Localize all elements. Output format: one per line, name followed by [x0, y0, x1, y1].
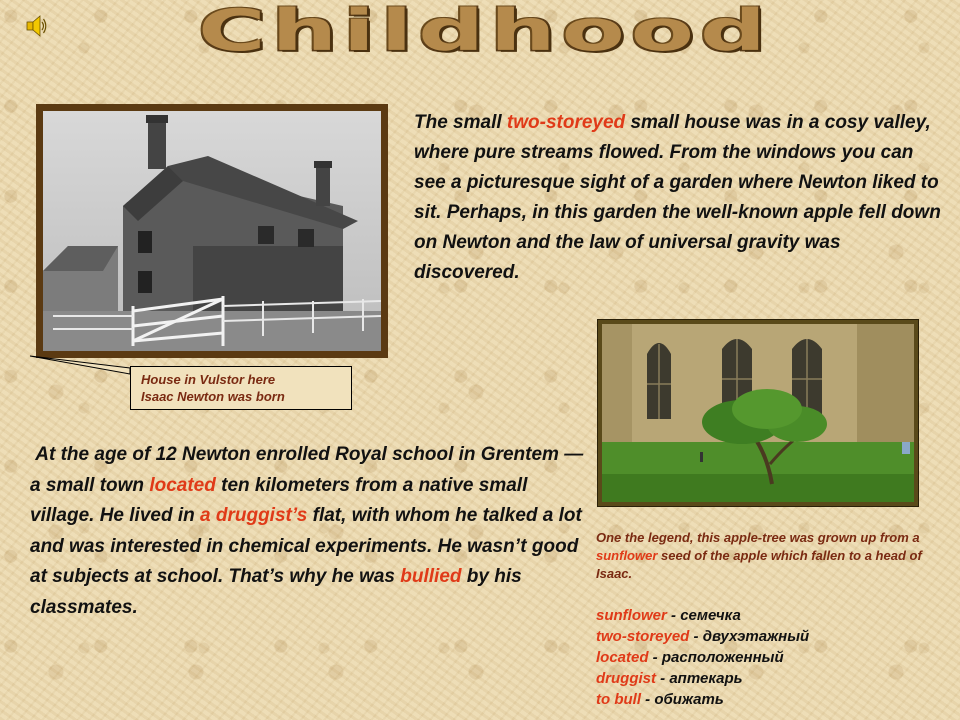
house-photo-caption [130, 366, 352, 410]
school-paragraph [30, 440, 585, 623]
vocab-separator: - [656, 670, 670, 687]
vocab-separator: - [648, 649, 662, 666]
vocab-russian: семечка [680, 607, 741, 624]
house-photo [43, 111, 381, 351]
speaker-icon[interactable] [26, 14, 48, 38]
vocab-english: two-storeyed [596, 628, 690, 645]
vocab-russian: расположенный [661, 649, 784, 666]
school-paragraph-part-2: ten kilometers from a native small village. He lived in [30, 474, 528, 526]
house-paragraph [414, 108, 944, 288]
vocab-english: located [596, 649, 649, 666]
apple-tree-photo-frame [597, 319, 919, 507]
house-paragraph-rest: small house was in a cosy valley, where pure streams flowed. From the windows you can see a picturesque sight of a garden where Newton liked to sit. Perhaps, in this garden the well-known apple fell down on Newton and the law of universal gravity was discovered. [414, 112, 941, 283]
vocabulary-item [596, 626, 951, 647]
vocab-english: sunflower [596, 607, 667, 624]
vocabulary-item [596, 647, 951, 668]
vocab-separator: - [641, 691, 655, 708]
school-paragraph-part-4: by his classmates. [30, 566, 522, 618]
highlight-located: located [149, 474, 216, 496]
vocabulary-item [596, 668, 951, 689]
highlight-bullied: bullied [400, 566, 462, 587]
vocabulary-item [596, 605, 951, 626]
caption-callout-pointer [30, 340, 140, 400]
tree-caption-rest: seed of the apple which fallen to a head of Isaac. [596, 548, 922, 581]
vocab-english: to bull [596, 691, 641, 708]
vocabulary-item [596, 689, 951, 710]
page-title: Childhood [198, 0, 772, 64]
caption-line-2: Isaac Newton was born [141, 389, 285, 404]
house-photo-frame [36, 104, 388, 358]
vocab-russian: двухэтажный [702, 628, 810, 645]
highlight-druggist: a druggist’s [200, 505, 308, 526]
house-paragraph-start: The small [414, 112, 507, 133]
caption-line-1: House in Vulstor here [141, 372, 276, 387]
vocab-separator: - [689, 628, 703, 645]
school-paragraph-part-3: flat, with whom he talked a lot and was interested in chemical experiments. He wasn’t good at subjects at school. That’s why he was [30, 505, 582, 587]
highlight-sunflower: sunflower [596, 548, 658, 563]
apple-tree-caption [596, 529, 951, 583]
vocab-english: druggist [596, 670, 656, 687]
vocab-russian: аптекарь [669, 670, 743, 687]
school-paragraph-part-1: At the age of 12 Newton enrolled Royal school in Grentem — a small town [30, 444, 584, 496]
vocabulary-list [596, 605, 951, 710]
highlight-two-storeyed: two-storeyed [506, 112, 626, 133]
apple-tree-photo [602, 324, 914, 502]
vocab-russian: обижать [654, 691, 724, 708]
vocab-separator: - [666, 607, 681, 624]
tree-caption-start: One the legend, this apple-tree was grown up from a [596, 530, 920, 545]
